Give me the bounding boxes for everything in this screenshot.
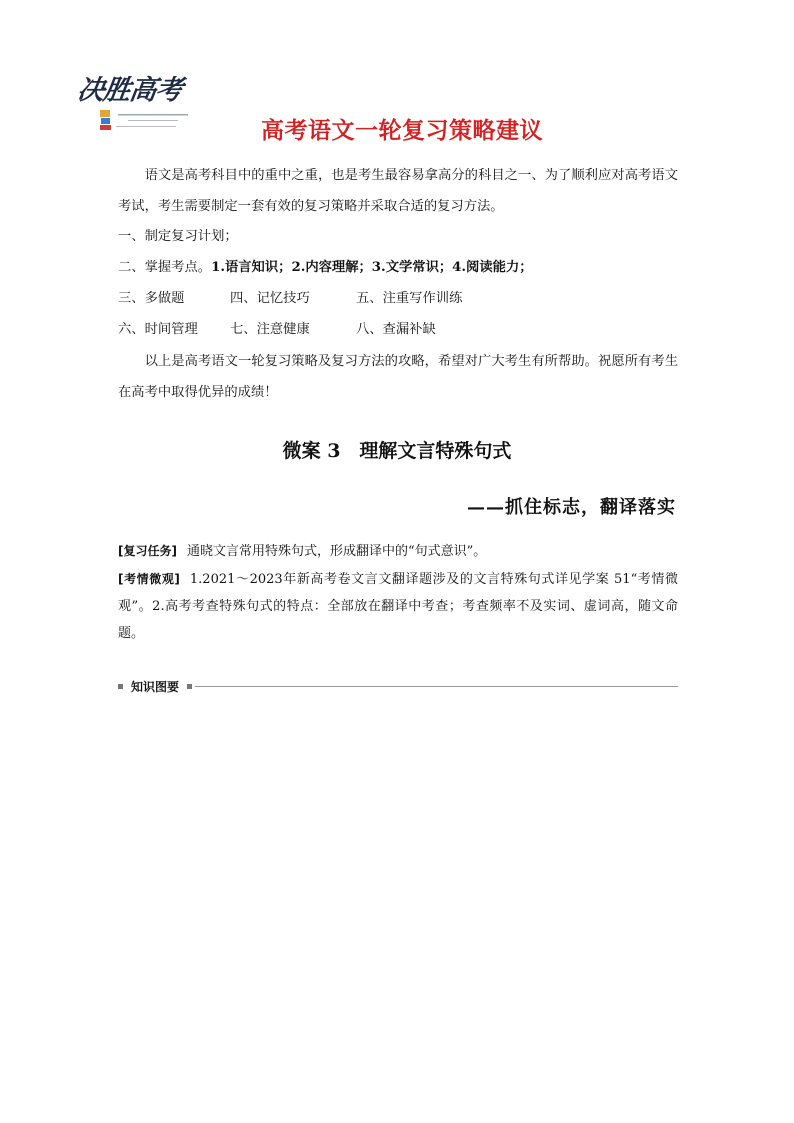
knowledge-map-label: 知识图要: [131, 680, 180, 694]
section-subtitle: ——抓住标志，翻译落实: [467, 497, 676, 518]
closing-paragraph: 以上是高考语文一轮复习策略及复习方法的攻略，希望对广大考生有所帮助。祝愿所有考生在高考中取得优异的成绩！: [118, 354, 678, 400]
square-bullet-icon: [187, 684, 192, 689]
square-bullet-icon: [118, 684, 123, 689]
steps-row-3: [118, 289, 678, 309]
document-title: 高考语文一轮复习策略建议: [261, 118, 543, 144]
step-1: 一、制定复习计划；: [118, 229, 238, 244]
review-task: [118, 538, 678, 565]
step-2-body: 1.语言知识；2.内容理解；3.文学常识；4.阅读能力；: [211, 260, 533, 275]
step-7: 七、注意健康: [230, 322, 310, 337]
section-title: 微案 3 理解文言特殊句式: [282, 440, 512, 462]
step-2-heading: 二、掌握考点。: [118, 260, 212, 275]
step-2: [118, 258, 678, 278]
step-3: 三、多做题: [118, 291, 185, 306]
steps-row-4: [118, 320, 678, 340]
step-4: 四、记忆技巧: [230, 291, 310, 306]
divider-rule: [195, 686, 678, 687]
step-8: 八、查漏补缺: [356, 322, 436, 337]
review-task-text: 通晓文言常用特殊句式，形成翻译中的“句式意识”。: [186, 544, 487, 559]
exam-view-tag: [考情微观]: [118, 572, 180, 586]
review-task-tag: [复习任务]: [118, 544, 177, 558]
exam-view-text: 1.2021～2023年新高考卷文言文翻译题涉及的文言特殊句式详见学案 51“考情微观”。2.高考考查特殊句式的特点：全部放在翻译中考查；考查频率不及实词、虚词高，随文命题。: [118, 572, 678, 641]
knowledge-map-divider: [118, 679, 678, 695]
step-5: 五、注重写作训练: [356, 291, 463, 306]
logo-text: 决胜高考: [75, 75, 184, 106]
intro-paragraph: 语文是高考科目中的重中之重，也是考生最容易拿高分的科目之一、为了顺利应对高考语文考试，考生需要制定一套有效的复习策略并采取合适的复习方法。: [118, 168, 678, 214]
exam-view: [118, 566, 678, 647]
step-6: 六、时间管理: [118, 322, 198, 337]
